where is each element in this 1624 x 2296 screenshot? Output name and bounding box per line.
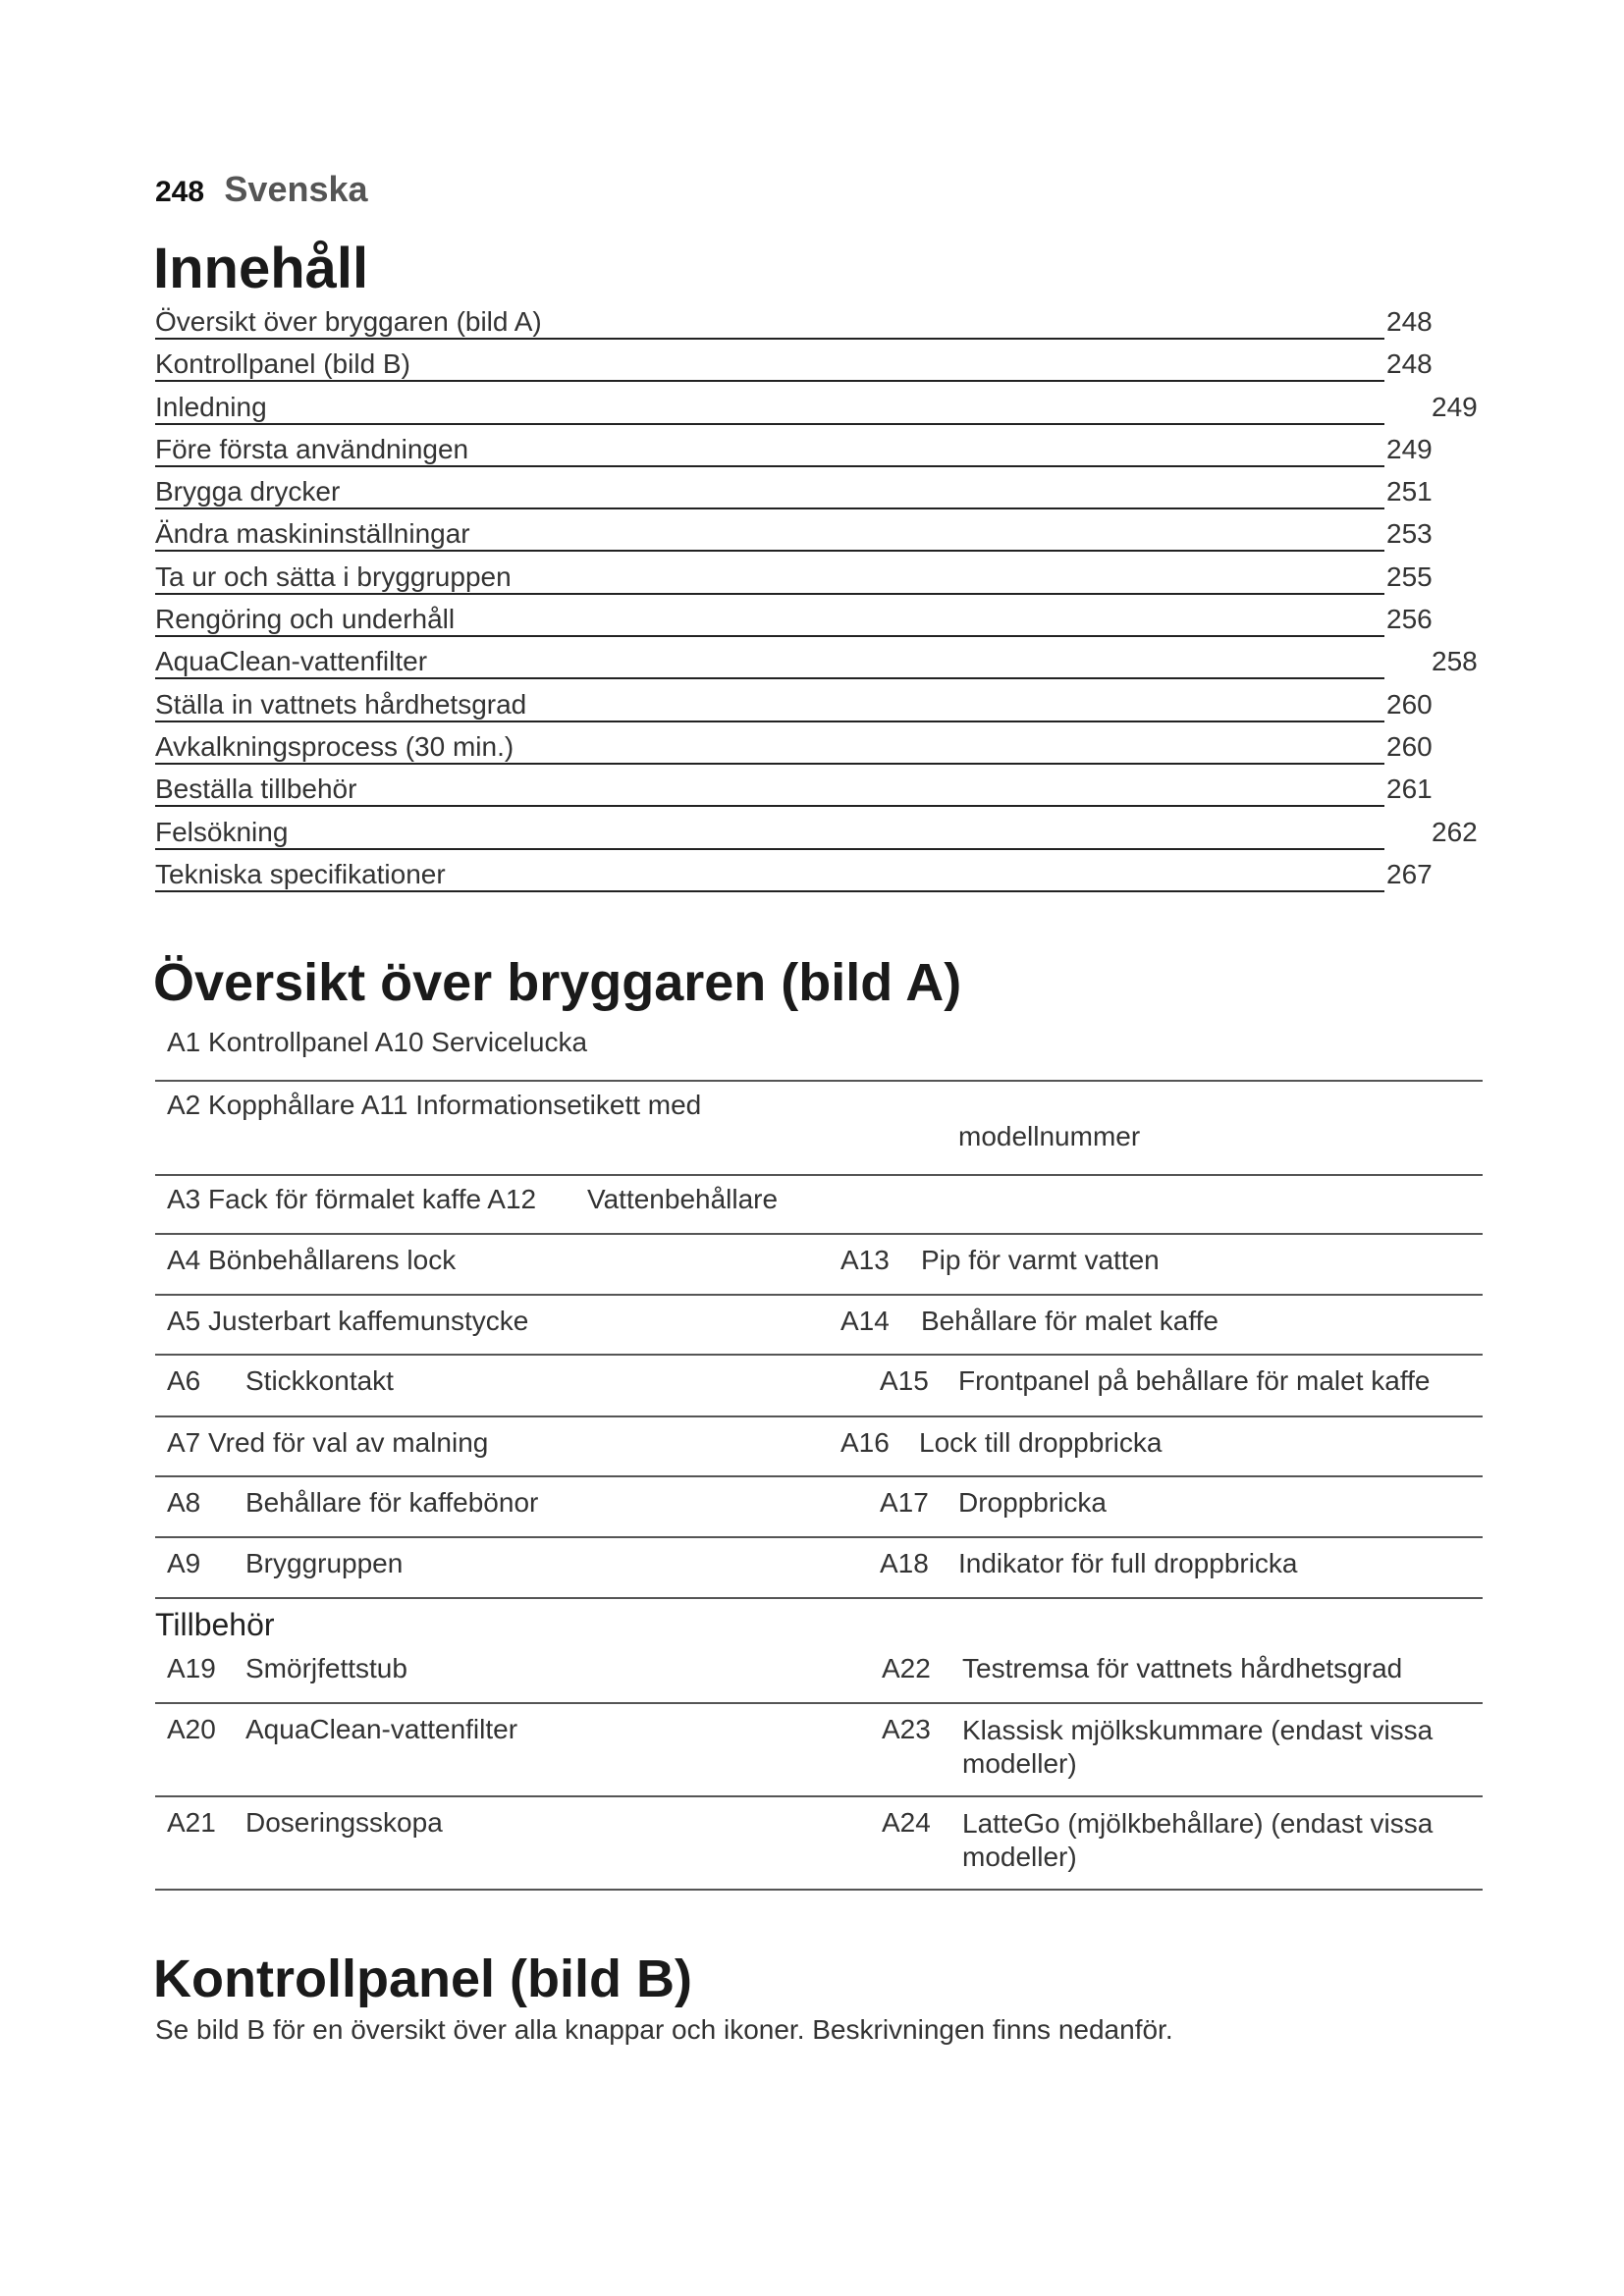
table-row [155, 1797, 1483, 1891]
toc-entry[interactable] [155, 518, 1483, 561]
part-code: A23 [882, 1714, 931, 1744]
part-code: A24 [882, 1807, 931, 1838]
part-text: Frontpanel på behållare för malet kaffe [958, 1365, 1431, 1396]
control-panel-intro: Se bild B för en översikt över alla knappar och ikoner. Beskrivningen finns nedanför. [155, 2014, 1173, 2045]
toc-entry-title: Avkalkningsprocess (30 min.) [155, 731, 519, 763]
part-text: Doseringsskopa [245, 1807, 443, 1838]
part-text: modellnummer [958, 1121, 1141, 1151]
part-code: A17 [880, 1487, 929, 1518]
table-row [155, 1176, 1483, 1235]
toc-entry-page: 256 [1386, 604, 1433, 635]
toc-entry-title: AquaClean-vattenfilter [155, 646, 433, 677]
toc-entry[interactable] [155, 476, 1483, 518]
toc-entry[interactable] [155, 434, 1483, 476]
part-text: Bryggruppen [245, 1548, 404, 1578]
toc-entry-page: 249 [1432, 391, 1478, 422]
toc-entry-page: 253 [1386, 518, 1433, 550]
table-row [155, 1235, 1483, 1296]
table-row [155, 1296, 1483, 1356]
part-text: AquaClean-vattenfilter [245, 1714, 518, 1744]
toc-entry[interactable] [155, 731, 1483, 774]
part-code: A8 [167, 1487, 201, 1518]
toc-entry-page: 260 [1386, 730, 1433, 762]
table-row [155, 1417, 1483, 1477]
part-code: A19 [167, 1653, 216, 1683]
part-code: A18 [880, 1548, 929, 1578]
toc-entry-title: Kontrollpanel (bild B) [155, 348, 416, 380]
toc-entry-page: 267 [1386, 858, 1433, 889]
toc-entry-title: Brygga drycker [155, 476, 346, 507]
control-panel-heading: Kontrollpanel (bild B) [153, 1949, 692, 2008]
toc-entry[interactable] [155, 604, 1483, 646]
toc-entry[interactable] [155, 348, 1483, 391]
part-text: A4 Bönbehållarens lock [167, 1245, 457, 1275]
part-text: LatteGo (mjölkbehållare) (endast vissa modeller) [962, 1808, 1434, 1872]
part-code: A13 [840, 1245, 890, 1275]
toc-entry-page: 255 [1386, 561, 1433, 592]
part-code: A20 [167, 1714, 216, 1744]
overview-heading: Översikt över bryggaren (bild A) [153, 953, 962, 1012]
toc-entry-title: Felsökning [155, 817, 294, 848]
part-text: Stickkontakt [245, 1365, 394, 1396]
part-code: A21 [167, 1807, 216, 1838]
toc-entry-page: 248 [1386, 306, 1433, 337]
part-text: Klassisk mjölkskummare (endast vissa modeller) [962, 1715, 1434, 1779]
toc-entry[interactable] [155, 561, 1483, 604]
toc-entry-title: Beställa tillbehör [155, 774, 362, 805]
part-text: Behållare för kaffebönor [245, 1487, 539, 1518]
toc-entry-title: Ställa in vattnets hårdhetsgrad [155, 689, 532, 721]
toc-entry-page: 262 [1432, 816, 1478, 847]
part-text: A1 Kontrollpanel A10 Servicelucka [167, 1027, 588, 1057]
toc-entry[interactable] [155, 774, 1483, 816]
part-code: A22 [882, 1653, 931, 1683]
toc-entry-page: 249 [1386, 433, 1433, 464]
contents-heading: Innehåll [153, 237, 369, 300]
toc-entry-title: Inledning [155, 392, 273, 423]
part-code: A16 [840, 1427, 890, 1458]
part-text: A5 Justerbart kaffemunstycke [167, 1306, 529, 1336]
language-label: Svenska [224, 169, 368, 209]
toc-entry[interactable] [155, 306, 1483, 348]
accessories-heading: Tillbehör [155, 1607, 275, 1642]
toc-entry[interactable] [155, 646, 1483, 688]
table-row [155, 1025, 1483, 1082]
part-code: A6 [167, 1365, 201, 1396]
page-header [155, 169, 368, 210]
toc-entry-page: 258 [1432, 646, 1478, 677]
toc-entry-title: Före första användningen [155, 434, 474, 465]
part-text: Droppbricka [958, 1487, 1107, 1518]
toc-entry[interactable] [155, 859, 1483, 901]
toc-entry[interactable] [155, 689, 1483, 731]
table-of-contents [155, 306, 1483, 901]
part-text: Pip för varmt vatten [921, 1245, 1160, 1275]
part-text: Lock till droppbricka [919, 1427, 1163, 1458]
part-text: A3 Fack för förmalet kaffe A12 [167, 1184, 537, 1214]
toc-entry-title: Ta ur och sätta i bryggruppen [155, 561, 517, 593]
table-row [155, 1477, 1483, 1538]
toc-entry-page: 248 [1386, 348, 1433, 380]
toc-entry-title: Rengöring och underhåll [155, 604, 460, 635]
part-code: A9 [167, 1548, 201, 1578]
part-text: A7 Vred för val av malning [167, 1427, 489, 1458]
part-text: Vattenbehållare [587, 1184, 779, 1214]
table-row [155, 1356, 1483, 1417]
toc-entry-title: Ändra maskininställningar [155, 518, 476, 550]
toc-entry[interactable] [155, 392, 1483, 434]
part-text: A2 Kopphållare A11 Informationsetikett med [167, 1090, 702, 1120]
toc-entry[interactable] [155, 817, 1483, 859]
part-text: Smörjfettstub [245, 1653, 407, 1683]
page-number: 248 [155, 176, 205, 208]
toc-entry-title: Översikt över bryggaren (bild A) [155, 306, 548, 338]
part-text: Indikator för full droppbricka [958, 1548, 1298, 1578]
table-row [155, 1649, 1483, 1704]
toc-entry-page: 251 [1386, 476, 1433, 507]
toc-entry-page: 260 [1386, 688, 1433, 720]
toc-entry-title: Tekniska specifikationer [155, 859, 452, 890]
accessories-table [155, 1649, 1483, 1891]
part-text: Behållare för malet kaffe [921, 1306, 1218, 1336]
part-code: A15 [880, 1365, 929, 1396]
table-row [155, 1538, 1483, 1599]
part-code: A14 [840, 1306, 890, 1336]
parts-table [155, 1025, 1483, 1599]
table-row [155, 1082, 1483, 1176]
table-row [155, 1704, 1483, 1797]
toc-entry-page: 261 [1386, 774, 1433, 805]
part-text: Testremsa för vattnets hårdhetsgrad [962, 1653, 1403, 1683]
